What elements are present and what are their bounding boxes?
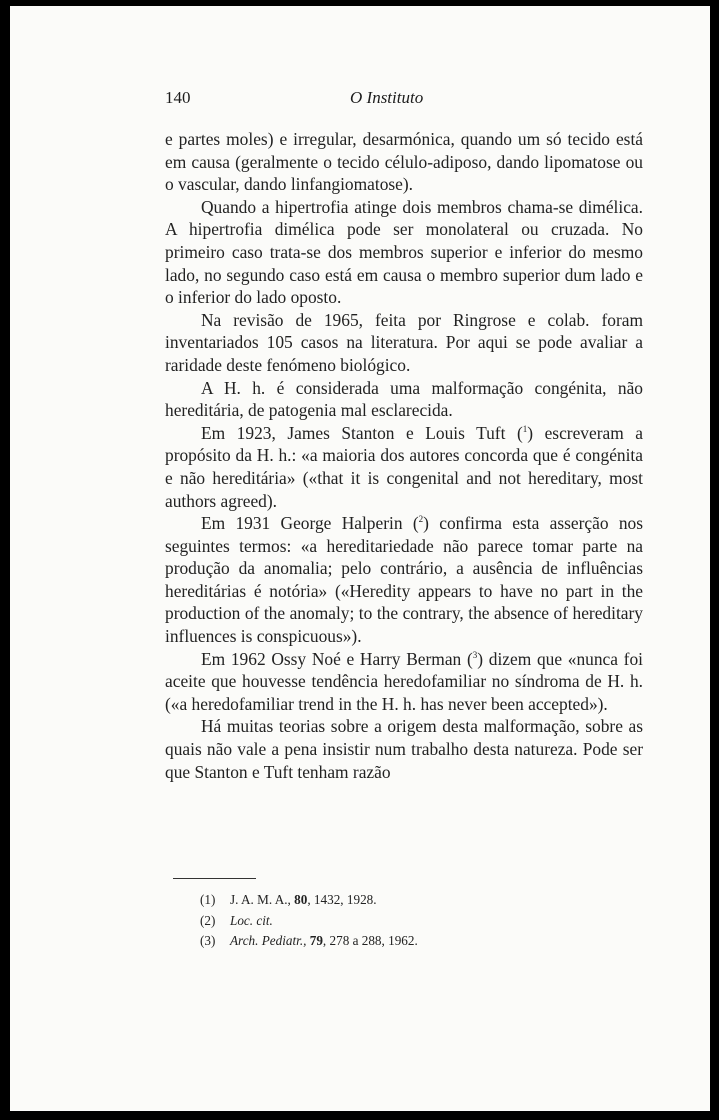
paragraph: e partes moles) e irregular, desarmónica, quando um só tecido está em causa (geralmente o tecido célulo-adiposo, dando lipomatose ou o vascular, dando linfangiomatose). bbox=[165, 129, 643, 195]
paragraph bbox=[165, 512, 643, 648]
paragraph-text: ) confirma esta asserção nos seguintes termos: «a hereditariedade não parece tomar parte na produção da anomalia; pelo contrário, a ausência de influências hereditárias é notória» («Heredity appears to have no part in the production of the anomaly; to the contrary, the absence of hereditary influences is conspicuous»). bbox=[165, 513, 643, 647]
paragraph-text: Em 1923, James Stanton e Louis Tuft ( bbox=[201, 422, 523, 443]
footnote-text bbox=[230, 890, 377, 911]
paragraph-text: Em 1962 Ossy Noé e Harry Berman ( bbox=[201, 648, 473, 669]
paragraph: Na revisão de 1965, feita por Ringrose e colab. foram inventariados 105 casos na literatura. Por aqui se pode avaliar a raridade deste fenómeno biológico. bbox=[165, 309, 643, 375]
footnote-rest: , 278 a 288, 1962. bbox=[322, 933, 418, 948]
footnote-volume: 79 bbox=[309, 933, 323, 948]
paragraph: Quando a hipertrofia atinge dois membros chama-se dimélica. A hipertrofia dimélica pode ser monolateral ou cruzada. No primeiro caso trata-se dos membros superior e inferior do mesmo lado, no segundo caso está em causa o membro superior dum lado e o inferior do lado oposto. bbox=[165, 196, 643, 308]
paragraph-text: Em 1931 George Halperin ( bbox=[201, 513, 419, 534]
paragraph: Há muitas teorias sobre a origem desta malformação, sobre as quais não vale a pena insistir num trabalho desta natureza. Pode ser que Stanton e Tuft tenham razão bbox=[165, 716, 643, 782]
footnote-divider bbox=[173, 878, 256, 879]
running-title: O Instituto bbox=[350, 88, 424, 107]
footnote-reference: 1 bbox=[522, 423, 528, 434]
paragraph-text: ) escreveram a propósito da H. h.: «a maioria dos autores concorda que é congénita e não hereditária» («that it is congenital and not hereditary, most authors agreed). bbox=[165, 422, 643, 511]
footnote-marker: (1) bbox=[200, 892, 216, 907]
footnotes bbox=[200, 890, 418, 952]
body-text bbox=[165, 128, 643, 783]
paragraph: A H. h. é considerada uma malformação congénita, não hereditária, de patogenia mal esclarecida. bbox=[165, 377, 643, 421]
footnote-marker: (2) bbox=[200, 912, 216, 928]
footnote-text bbox=[230, 931, 418, 952]
paragraph bbox=[165, 422, 643, 512]
footnote-volume: 80 bbox=[294, 892, 308, 907]
footnote-marker: (3) bbox=[200, 933, 216, 948]
paragraph-text: ) dizem que «nunca foi aceite que houvesse tendência heredofamiliar no síndroma de H. h. («a heredofamiliar trend in the H. h. has never been accepted»). bbox=[165, 648, 643, 714]
footnote bbox=[200, 911, 418, 932]
document-page bbox=[10, 6, 710, 1111]
footnote-reference: 3 bbox=[472, 649, 478, 660]
footnote-rest: , 1432, 1928. bbox=[307, 892, 377, 907]
footnote-reference: 2 bbox=[418, 514, 424, 525]
page-header bbox=[10, 88, 710, 112]
footnote-journal: J. A. M. A., bbox=[230, 892, 291, 907]
page-number: 140 bbox=[165, 88, 191, 107]
footnote bbox=[200, 890, 418, 911]
paragraph bbox=[165, 648, 643, 716]
footnote-journal: Loc. cit. bbox=[230, 912, 273, 928]
footnote bbox=[200, 931, 418, 952]
footnote-journal: Arch. Pediatr., bbox=[230, 933, 307, 948]
